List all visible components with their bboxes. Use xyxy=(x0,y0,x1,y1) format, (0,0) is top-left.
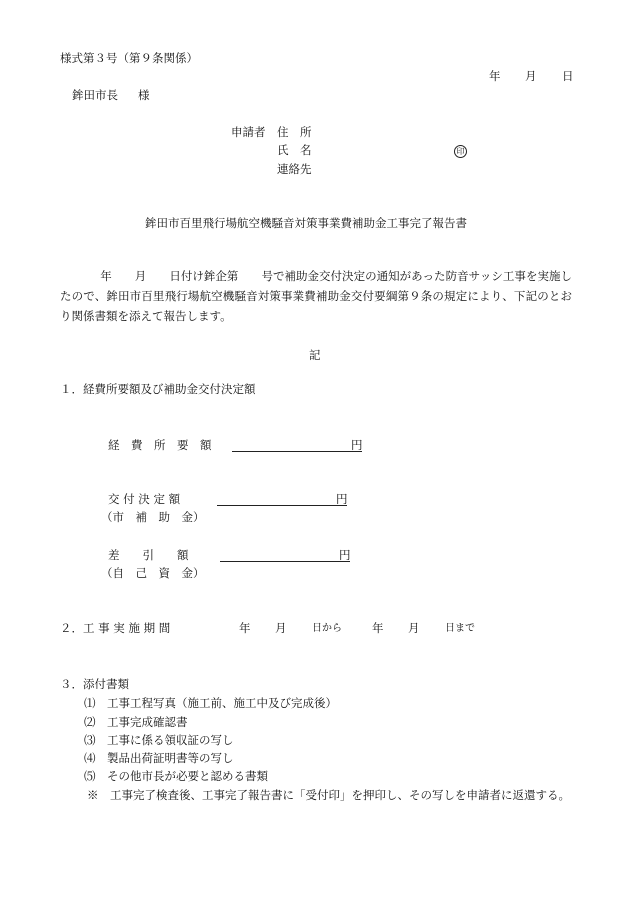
attachment-item: ⑵ 工事完成確認書 xyxy=(84,715,188,729)
body-paragraph: 年 月 日付け鉾企第 号で補助金交付決定の通知があった防音サッシ工事を実施したので、鉾田市百里飛行場航空機騒音対策事業費補助金交付要綱第９条の規定により、下記のとおり関係書類を添えて報告します。 xyxy=(60,269,572,323)
date-day: 日 xyxy=(562,69,574,83)
period-to-year: 年 xyxy=(372,621,384,635)
name-label: 氏 名 xyxy=(277,143,312,157)
form-number: 様式第３号（第９条関係） xyxy=(60,51,198,65)
cost-required-unit: 円 xyxy=(351,438,363,452)
addressee: 鉾田市長 xyxy=(72,88,118,102)
difference-line xyxy=(220,561,350,562)
address-label: 住 所 xyxy=(277,125,312,139)
date-month: 月 xyxy=(525,69,537,83)
attachment-item: ⑴ 工事工程写真（施工前、施工中及び完成後） xyxy=(84,696,337,710)
period-from-month: 月 xyxy=(275,621,287,635)
document-title: 鉾田市百里飛行場航空機騒音対策事業費補助金工事完了報告書 xyxy=(145,216,467,230)
ki-marker: 記 xyxy=(309,348,321,362)
section1-heading: １．経費所要額及び補助金交付決定額 xyxy=(60,382,256,396)
attachment-item: ⑸ その他市長が必要と認める書類 xyxy=(84,769,268,783)
difference-label: 差 引 額 xyxy=(108,548,189,562)
period-to-month: 月 xyxy=(408,621,420,635)
section3-heading: ３．添付書類 xyxy=(60,677,129,691)
cost-required-line xyxy=(232,451,362,452)
grant-decision-line xyxy=(217,505,347,506)
date-year: 年 xyxy=(489,69,501,83)
grant-decision-unit: 円 xyxy=(336,492,348,506)
applicant-label: 申請者 xyxy=(231,125,266,139)
difference-sub: （自 己 資 金） xyxy=(101,566,205,580)
attachment-item: ⑷ 製品出荷証明書等の写し xyxy=(84,751,234,765)
cost-required-label: 経 費 所 要 額 xyxy=(108,438,212,452)
contact-label: 連絡先 xyxy=(277,162,312,176)
seal-mark: 印 xyxy=(454,145,467,158)
period-from-year: 年 xyxy=(239,621,251,635)
period-from-day: 日から xyxy=(312,623,342,634)
period-to-day: 日まで xyxy=(445,623,475,634)
grant-decision-sub: （市 補 助 金） xyxy=(101,510,205,524)
attachment-note: ※ 工事完了検査後、工事完了報告書に「受付印」を押印し、その写しを申請者に返還する。 xyxy=(87,788,570,802)
attachment-item: ⑶ 工事に係る領収証の写し xyxy=(84,733,234,747)
grant-decision-label: 交 付 決 定 額 xyxy=(108,492,181,506)
addressee-honorific: 様 xyxy=(138,88,150,102)
difference-unit: 円 xyxy=(339,548,351,562)
section2-heading: ２．工 事 実 施 期 間 xyxy=(60,621,171,635)
